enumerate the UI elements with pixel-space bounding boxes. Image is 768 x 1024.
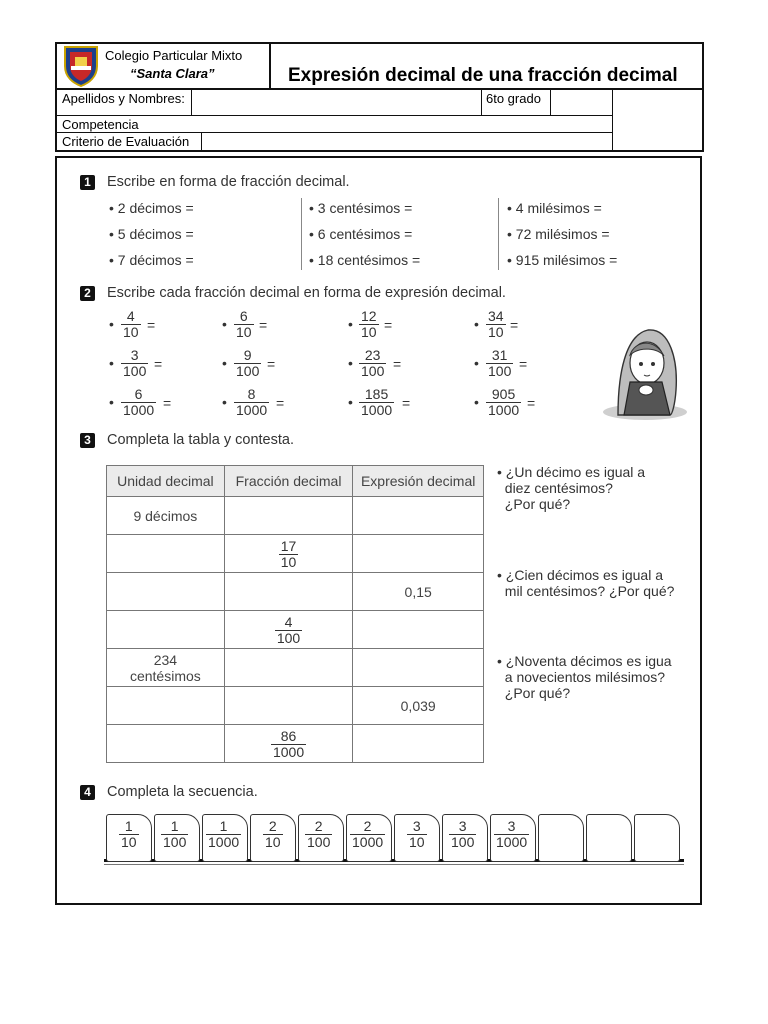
table-cell[interactable] [224,497,353,535]
table-header-row [107,466,484,497]
equals-sign: = [393,356,402,372]
list-item: • 4 milésimos = [507,200,602,216]
column-header: Fracción decimal [224,466,353,497]
section-title: Escribe cada fracción decimal en forma de expresión decimal. [107,285,506,301]
bullet: • [348,394,353,410]
list-item: • 6 centésimos = [309,226,413,242]
list-item: • 3 centésimos = [309,200,413,216]
fraction: $\frac{905}{1000}$ [488,386,520,418]
bullet: • [348,316,353,332]
bullet: • [474,316,479,332]
competencia-field[interactable] [193,116,611,131]
bullet: • [474,394,479,410]
equals-sign: = [402,395,411,411]
bullet: • [109,394,114,410]
fraction: $\frac{12}{10}$ [361,308,377,340]
fraction: $\frac{23}{100}$ [361,347,385,379]
fraction: $\frac{185}{1000}$ [361,386,393,418]
table-cell[interactable] [353,649,484,687]
bullet: • [222,316,227,332]
table-cell: 9 décimos [107,497,225,535]
table-cell[interactable] [224,649,353,687]
section-title: Completa la tabla y contesta. [107,432,294,448]
fraction: $\frac{6}{10}$ [236,308,252,340]
table-cell[interactable] [353,611,484,649]
girl-illustration-icon [600,320,690,420]
table-cell[interactable] [353,725,484,763]
equals-sign: = [276,395,285,411]
table-row [107,497,484,535]
table-cell[interactable] [107,535,225,573]
fraction: $\frac{31}{100}$ [488,347,512,379]
table-cell: 0,039 [353,687,484,725]
equals-sign: = [510,317,519,333]
sequence-baseline-shadow [104,864,684,865]
table-cell[interactable] [353,497,484,535]
question-1: • ¿Un décimo es igual a diez centésimos? ¿Por qué? [497,464,646,512]
table-cell[interactable] [107,573,225,611]
bullet: • [222,355,227,371]
table-row [107,649,484,687]
bullet: • [109,355,114,371]
table-cell[interactable] [107,725,225,763]
sequence-card: $\frac{2}{10}$ [250,814,296,862]
table-cell: $\frac{86}{1000}$ [224,725,353,763]
column-header: Unidad decimal [107,466,225,497]
bullet: • [474,355,479,371]
equals-sign: = [163,395,172,411]
sequence-card: $\frac{2}{1000}$ [346,814,392,862]
table-cell[interactable] [107,611,225,649]
criterio-field[interactable] [203,134,611,149]
table-cell: 0,15 [353,573,484,611]
list-item: • 18 centésimos = [309,252,421,268]
school-crest-icon [61,44,101,88]
sequence-card: $\frac{1}{100}$ [154,814,200,862]
sequence-card: $\frac{3}{1000}$ [490,814,536,862]
equals-sign: = [259,317,268,333]
column-header: Expresión decimal [353,466,484,497]
bullet: • [222,394,227,410]
name-field[interactable] [193,90,480,114]
equals-sign: = [147,317,156,333]
bullet: • [348,355,353,371]
grade-field[interactable] [552,90,611,114]
list-item: • 2 décimos = [109,200,194,216]
competencia-label: Competencia [62,117,139,132]
fraction: $\frac{6}{1000}$ [123,386,155,418]
sequence-card: $\frac{1}{1000}$ [202,814,248,862]
table-row [107,611,484,649]
name-label: Apellidos y Nombres: [62,91,185,106]
sequence-card: $\frac{3}{100}$ [442,814,488,862]
table-row [107,573,484,611]
decimal-table [106,465,484,763]
school-motto: “Santa Clara” [130,66,215,81]
equals-sign: = [267,356,276,372]
equals-sign: = [527,395,536,411]
list-item: • 5 décimos = [109,226,194,242]
section-number: 3 [80,433,95,448]
equals-sign: = [154,356,163,372]
fraction: $\frac{8}{1000}$ [236,386,268,418]
fraction: $\frac{3}{100}$ [123,347,147,379]
table-cell: $\frac{17}{10}$ [224,535,353,573]
grade-label: 6to grado [486,91,541,106]
fraction: $\frac{34}{10}$ [488,308,504,340]
question-3: • ¿Noventa décimos es igua a novecientos milésimos? ¿Por qué? [497,653,672,701]
table-row [107,687,484,725]
equals-sign: = [384,317,393,333]
table-cell[interactable] [224,687,353,725]
school-name: Colegio Particular Mixto [105,48,243,63]
sequence-card-blank[interactable] [586,814,632,862]
section-number: 2 [80,286,95,301]
page-title: Expresión decimal de una fracción decimal [288,65,678,86]
sequence-card: $\frac{2}{100}$ [298,814,344,862]
sequence-card: $\frac{3}{10}$ [394,814,440,862]
section-title: Completa la secuencia. [107,784,258,800]
fraction: $\frac{4}{10}$ [123,308,139,340]
table-cell[interactable] [353,535,484,573]
table-cell[interactable] [224,573,353,611]
list-item: • 7 décimos = [109,252,194,268]
bullet: • [109,316,114,332]
section-number: 4 [80,785,95,800]
fraction: $\frac{9}{100}$ [236,347,260,379]
table-row [107,535,484,573]
table-cell[interactable] [107,687,225,725]
section-title: Escribe en forma de fracción decimal. [107,174,350,190]
sequence-card-blank[interactable] [634,814,680,862]
table-row [107,725,484,763]
sequence-card: $\frac{1}{10}$ [106,814,152,862]
table-cell: $\frac{4}{100}$ [224,611,353,649]
list-item: • 915 milésimos = [507,252,618,268]
section-number: 1 [80,175,95,190]
table-cell: 234 centésimos [107,649,225,687]
list-item: • 72 milésimos = [507,226,610,242]
sequence-card-blank[interactable] [538,814,584,862]
equals-sign: = [519,356,528,372]
criterio-label: Criterio de Evaluación [62,134,190,149]
question-2: • ¿Cien décimos es igual a mil centésimos? ¿Por qué? [497,567,675,599]
